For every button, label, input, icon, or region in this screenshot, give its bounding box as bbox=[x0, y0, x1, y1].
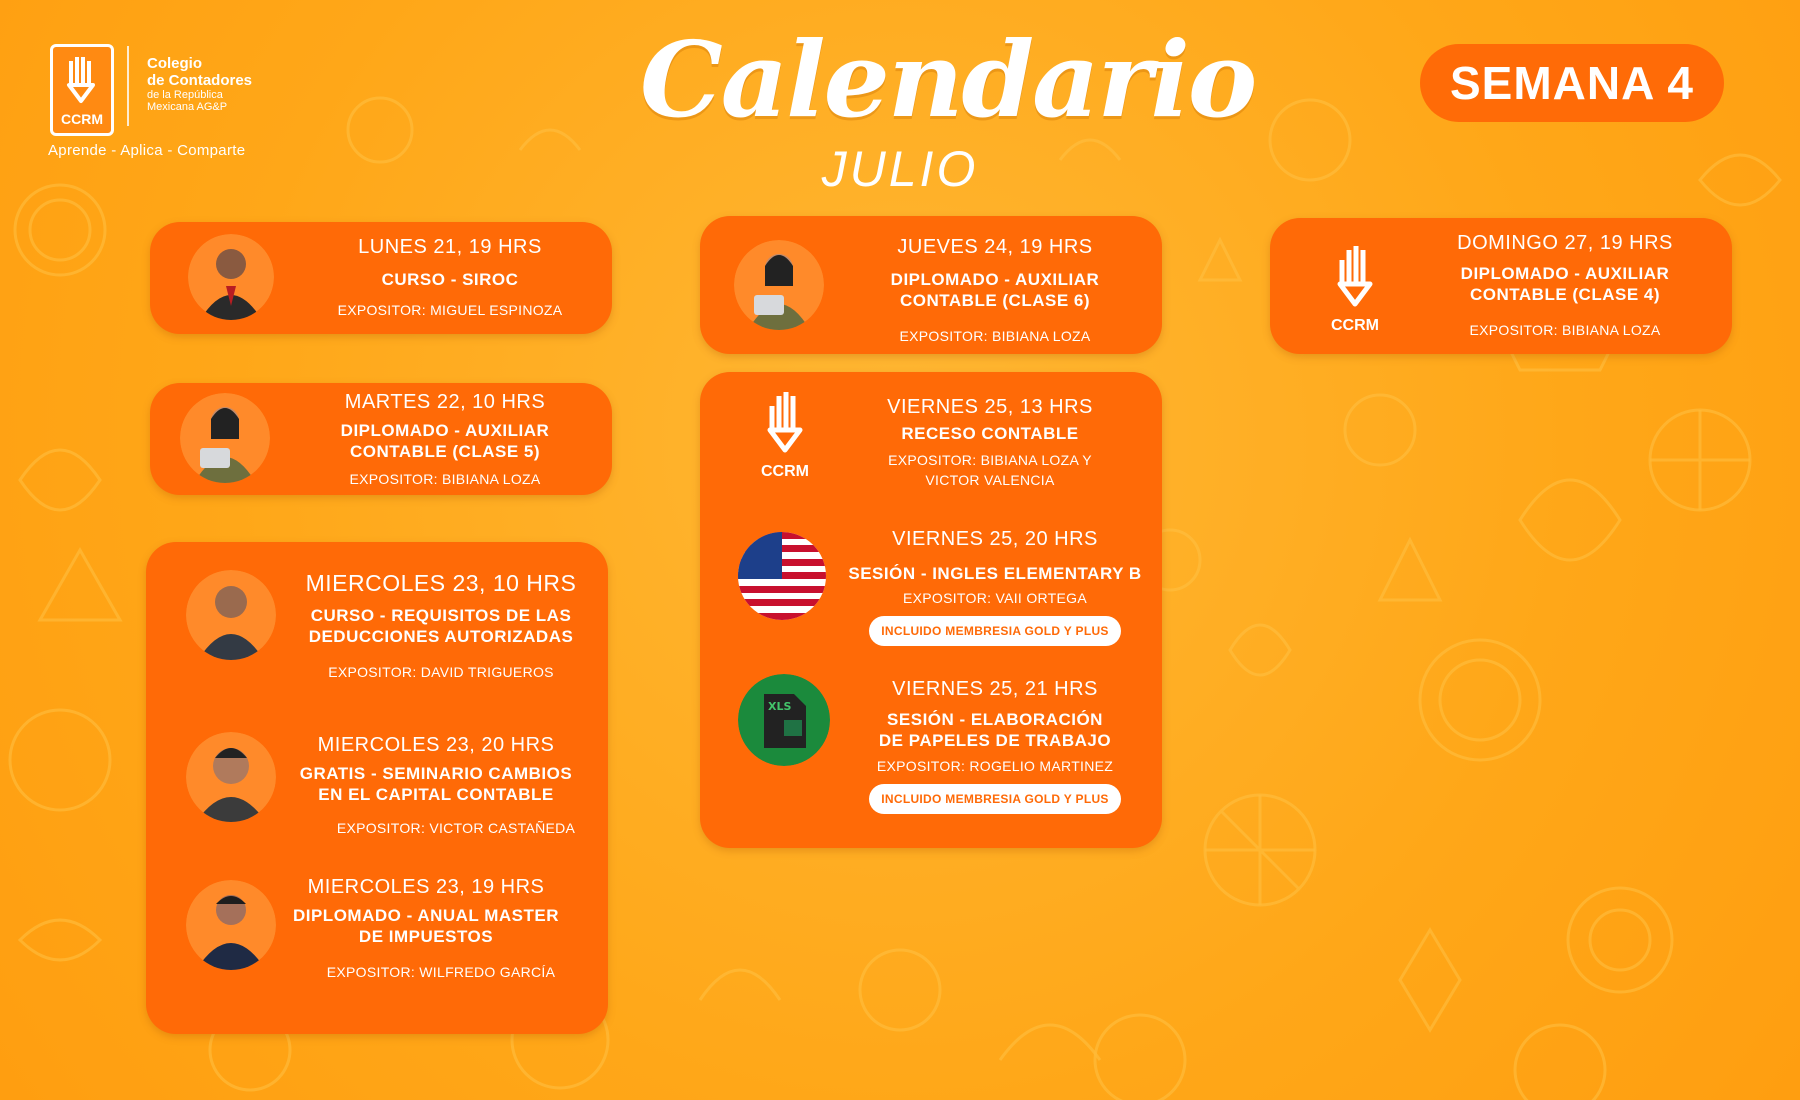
speaker-avatar-icon bbox=[186, 570, 276, 660]
pencil-hand-icon bbox=[53, 51, 111, 107]
event-date: VIERNES 25, 13 HRS bbox=[887, 396, 1093, 418]
logo-text: CCRM bbox=[1331, 317, 1379, 334]
us-flag-image bbox=[738, 532, 826, 620]
event-title-line-1: DIPLOMADO - ANUAL MASTER bbox=[292, 906, 560, 925]
card-viernes bbox=[700, 372, 1162, 848]
speaker-photo-wilfredo-garcia bbox=[186, 880, 276, 970]
ccrm-mini-logo bbox=[1310, 240, 1400, 335]
event-title-line-1: DIPLOMADO - AUXILIAR bbox=[890, 270, 1100, 289]
event-expositor: EXPOSITOR: BIBIANA LOZA bbox=[1469, 321, 1661, 338]
organization-name bbox=[147, 56, 252, 113]
event-title-line-2: CONTABLE (CLASE 4) bbox=[1469, 285, 1660, 305]
xls-label: XLS bbox=[768, 700, 792, 713]
card-jueves bbox=[700, 216, 1162, 354]
event-miercoles-20hrs bbox=[276, 734, 596, 836]
page-title: Calendario bbox=[640, 18, 1256, 141]
week-badge: SEMANA 4 bbox=[1420, 44, 1724, 122]
speaker-photo-miguel-espinoza bbox=[188, 234, 274, 320]
event-jueves bbox=[840, 236, 1150, 344]
speaker-avatar-icon bbox=[186, 880, 276, 970]
org-line-4: Mexicana AG&P bbox=[147, 101, 228, 114]
event-title-line-1: SESIÓN - ELABORACIÓN bbox=[887, 710, 1103, 729]
org-line-2: de Contadores bbox=[147, 71, 253, 89]
membership-badge: INCLUIDO MEMBRESIA GOLD Y PLUS bbox=[869, 784, 1120, 814]
event-domingo bbox=[1420, 232, 1710, 338]
event-viernes-21hrs bbox=[840, 678, 1150, 814]
event-title-line-2: DE IMPUESTOS bbox=[358, 927, 494, 947]
event-title-line-2: DE PAPELES DE TRABAJO bbox=[878, 731, 1112, 751]
pencil-hand-icon bbox=[1330, 240, 1380, 310]
event-viernes-20hrs bbox=[840, 528, 1150, 646]
event-martes bbox=[290, 391, 600, 487]
event-title-line-1: CURSO - REQUISITOS DE LAS bbox=[310, 606, 572, 625]
event-date: LUNES 21, 19 HRS bbox=[358, 236, 542, 258]
excel-logo-image bbox=[738, 674, 830, 766]
event-title-line-2: CONTABLE (CLASE 5) bbox=[349, 442, 540, 462]
pencil-hand-icon bbox=[760, 386, 810, 456]
event-title-line-2: EN EL CAPITAL CONTABLE bbox=[318, 785, 554, 805]
ccrm-logo bbox=[50, 44, 114, 136]
event-date: MIERCOLES 23, 20 HRS bbox=[317, 734, 555, 756]
event-expositor: EXPOSITOR: MIGUEL ESPINOZA bbox=[337, 302, 563, 319]
speaker-photo-bibiana-loza bbox=[180, 393, 270, 483]
month-label: JULIO bbox=[821, 141, 979, 197]
event-title-line-1: GRATIS - SEMINARIO CAMBIOS bbox=[299, 764, 573, 783]
event-title: SESIÓN - INGLES ELEMENTARY B bbox=[848, 564, 1142, 583]
event-title: RECESO CONTABLE bbox=[901, 424, 1079, 443]
logo-text: CCRM bbox=[61, 111, 103, 127]
event-title: CURSO - SIROC bbox=[381, 270, 519, 289]
membership-badge: INCLUIDO MEMBRESIA GOLD Y PLUS bbox=[869, 616, 1120, 646]
event-date: MARTES 22, 10 HRS bbox=[344, 391, 546, 413]
tagline: Aprende - Aplica - Comparte bbox=[48, 142, 246, 159]
event-lunes bbox=[300, 236, 600, 318]
speaker-avatar-icon bbox=[188, 234, 274, 320]
speaker-avatar-icon bbox=[180, 393, 270, 483]
event-expositor: EXPOSITOR: BIBIANA LOZA bbox=[349, 470, 541, 487]
logo-text: CCRM bbox=[761, 463, 809, 480]
event-expositor: EXPOSITOR: ROGELIO MARTINEZ bbox=[876, 757, 1114, 774]
us-flag-icon bbox=[738, 532, 826, 620]
event-expositor: EXPOSITOR: BIBIANA LOZA bbox=[899, 327, 1091, 344]
logo-divider bbox=[127, 46, 129, 126]
excel-icon bbox=[738, 674, 830, 766]
speaker-avatar-icon bbox=[186, 732, 276, 822]
event-miercoles-10hrs bbox=[286, 570, 596, 680]
speaker-avatar-icon bbox=[734, 240, 824, 330]
org-line-1: Colegio bbox=[147, 55, 202, 72]
speaker-photo-victor-castaneda bbox=[186, 732, 276, 822]
event-expositor: EXPOSITOR: DAVID TRIGUEROS bbox=[328, 663, 554, 680]
event-expositor: EXPOSITOR: WILFREDO GARCÍA bbox=[326, 963, 556, 980]
event-date: MIERCOLES 23, 19 HRS bbox=[307, 876, 545, 898]
event-date: JUEVES 24, 19 HRS bbox=[897, 236, 1093, 258]
event-expositor: EXPOSITOR: VICTOR CASTAÑEDA bbox=[336, 819, 576, 836]
event-viernes-13hrs bbox=[850, 396, 1130, 488]
event-title-line-2: CONTABLE (CLASE 6) bbox=[899, 291, 1090, 311]
event-expositor-line-1: EXPOSITOR: BIBIANA LOZA Y bbox=[888, 452, 1092, 469]
event-date: MIERCOLES 23, 10 HRS bbox=[305, 570, 577, 596]
org-line-3: de la República bbox=[147, 89, 223, 101]
speaker-photo-bibiana-loza bbox=[734, 240, 824, 330]
event-title-line-1: DIPLOMADO - AUXILIAR bbox=[1460, 264, 1670, 283]
event-title-line-2: DEDUCCIONES AUTORIZADAS bbox=[308, 627, 574, 647]
event-miercoles-19hrs bbox=[266, 876, 586, 980]
event-date: VIERNES 25, 21 HRS bbox=[892, 678, 1098, 700]
event-expositor-line-2: VICTOR VALENCIA bbox=[925, 472, 1055, 489]
card-miercoles bbox=[146, 542, 608, 1034]
event-date: VIERNES 25, 20 HRS bbox=[892, 528, 1098, 550]
ccrm-mini-logo bbox=[740, 386, 830, 481]
event-date: DOMINGO 27, 19 HRS bbox=[1457, 232, 1673, 254]
card-lunes bbox=[150, 222, 612, 334]
speaker-photo-david-trigueros bbox=[186, 570, 276, 660]
event-title-line-1: DIPLOMADO - AUXILIAR bbox=[340, 421, 550, 440]
event-expositor: EXPOSITOR: VAII ORTEGA bbox=[903, 590, 1087, 607]
card-martes bbox=[150, 383, 612, 495]
card-domingo bbox=[1270, 218, 1732, 354]
